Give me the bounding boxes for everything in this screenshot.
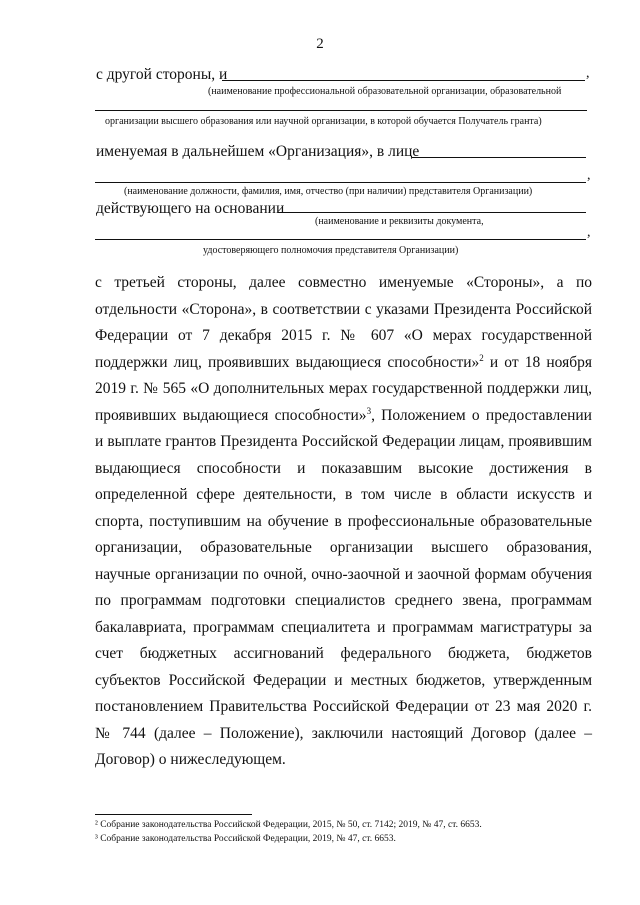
representative-line [412, 157, 586, 158]
caption-organization-type: организации высшего образования или научной организации, в которой обучается Получатель гранта) [105, 116, 542, 127]
basis-document-line-2 [95, 239, 586, 240]
preamble-part-1: с третьей стороны, далее совместно именуемые «Стороны», а по отдельности «Сторона», в соответствии с указами Президента Российской Федерации от 7 декабря 2015 г. № 607 «О мерах государственной поддержки лиц, проявивших выдающиеся способности» [95, 274, 592, 371]
basis-document-line [278, 212, 586, 213]
comma: , [586, 66, 590, 81]
representative-line-2 [95, 182, 586, 183]
page-number: 2 [316, 36, 324, 52]
contract-preamble [95, 270, 592, 774]
preamble-part-3: , Положением о предоставлении и выплате грантов Президента Российской Федерации лицам, проявившим выдающиеся способности и показавшим высокие достижения в определенной сфере деятельности, в том числе в области искусств и спорта, поступившим на обучение в профессиональные образовательные организации, образовательные организации высшего образования, научные организации по очной, очно-заочной и заочной формам обучения по программам подготовки специалистов среднего звена, программам бакалавриата, программам специалитета и программам магистратуры за счет бюджетных ассигнований федерального бюджета, бюджетов субъектов Российской Федерации и местных бюджетов, утвержденным постановлением Правительства Российской Федерации от 23 мая 2020 г. № 744 (далее – Положение), заключили настоящий Договор (далее – Договор) о нижеследующем. [95, 406, 592, 768]
hereinafter-organization-label: именуемая в дальнейшем «Организация», в лице [96, 143, 420, 160]
other-party-label: с другой стороны, и [96, 66, 228, 83]
footnote-2: ² Собрание законодательства Российской Федерации, 2015, № 50, ст. 7142; 2019, № 47, ст. 6653. [95, 820, 482, 830]
preamble-part-2: и от 18 ноября 2019 г. № 565 «О дополнительных мерах государственной поддержки лиц, проявивших выдающиеся способности» [95, 353, 592, 424]
acting-basis-label: действующего на основании [96, 200, 285, 217]
caption-authority: удостоверяющего полномочия представителя Организации) [203, 245, 459, 256]
caption-representative: (наименование должности, фамилия, имя, отчество (при наличии) представителя Организации) [124, 186, 533, 197]
comma: , [587, 168, 591, 183]
comma: , [587, 225, 591, 240]
organization-name-line [222, 80, 585, 81]
organization-name-line-2 [95, 110, 587, 111]
footnote-separator [95, 814, 252, 815]
footnote-ref-2[interactable]: 2 [479, 352, 484, 363]
caption-organization-name: (наименование профессиональной образовательной организации, образовательной [208, 86, 562, 97]
footnote-ref-3[interactable]: 3 [366, 405, 372, 416]
caption-basis-document: (наименование и реквизиты документа, [315, 216, 484, 227]
footnote-3: ³ Собрание законодательства Российской Федерации, 2019, № 47, ст. 6653. [95, 834, 396, 844]
